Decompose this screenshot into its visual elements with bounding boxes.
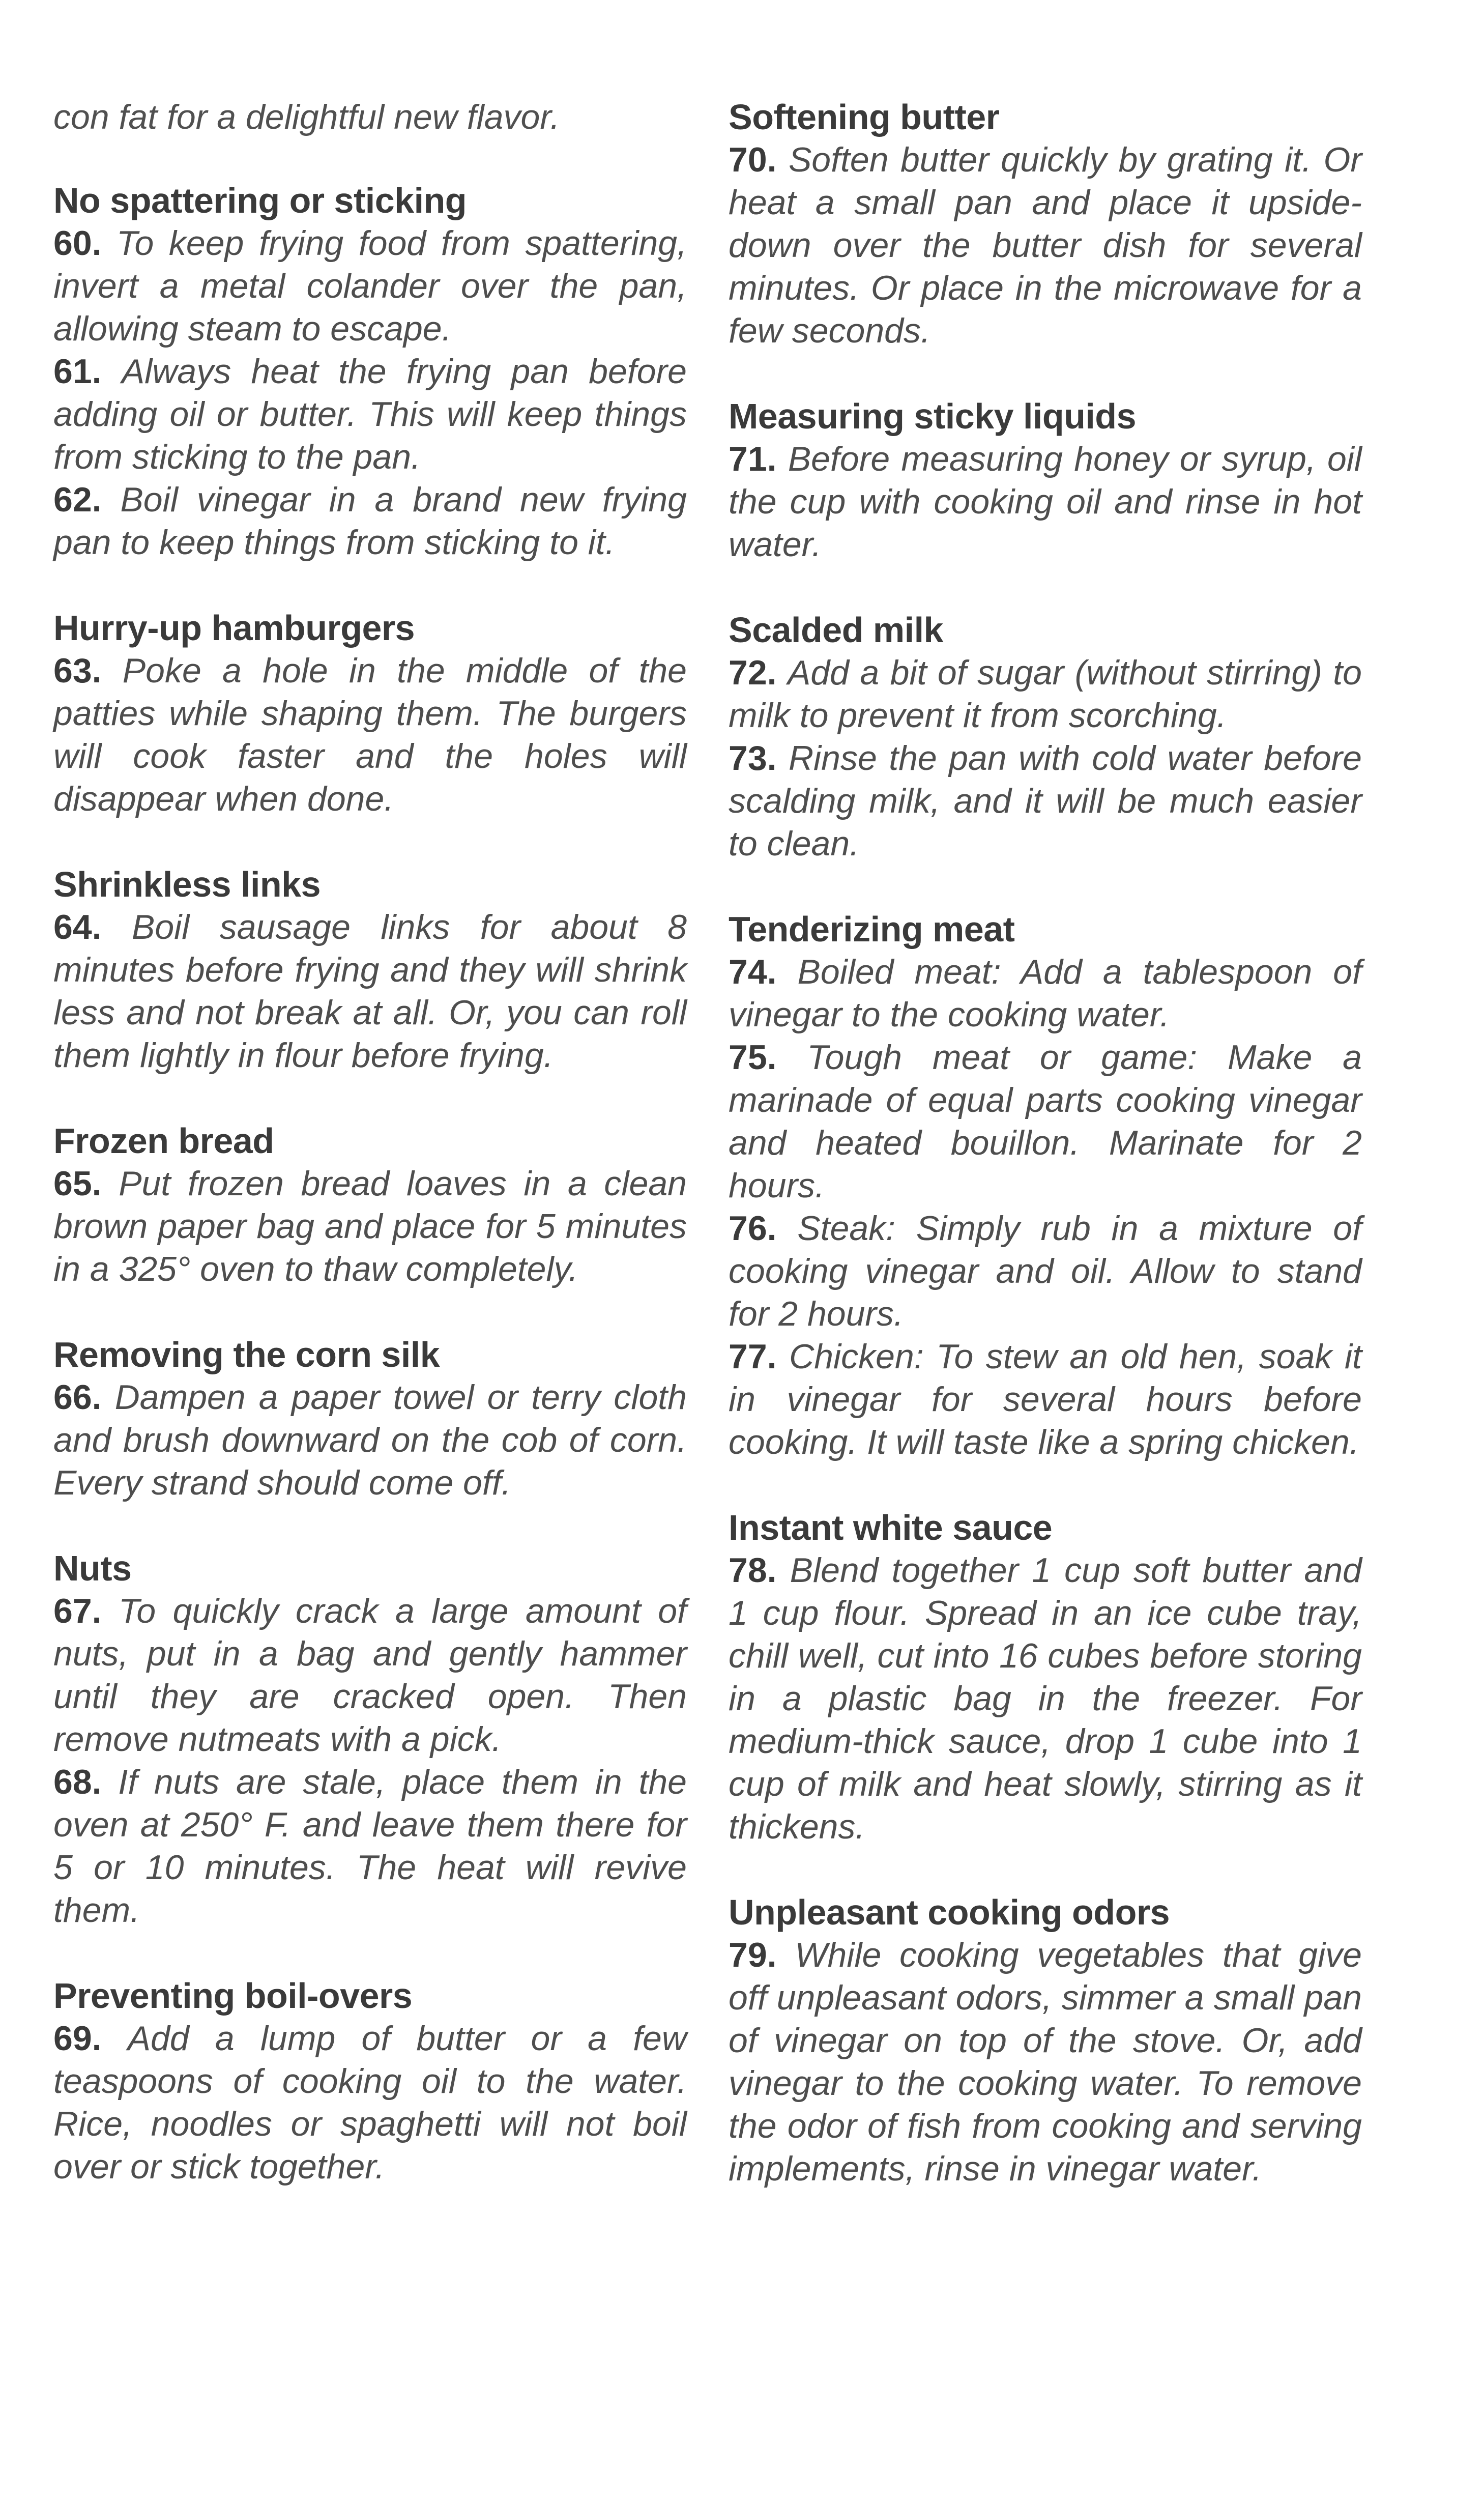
tip-60 (53, 222, 687, 350)
tip-number: 64. (53, 908, 102, 946)
tip-79 (729, 1934, 1362, 2190)
tip-text: Add a lump of butter or a few teaspoons of cooking oil to the water. Rice, noodles or spaghetti will not boil over or stick together. (53, 2019, 687, 2186)
tip-73 (729, 737, 1362, 865)
section-shrinkless-links (53, 863, 687, 1077)
tip-text: Poke a hole in the middle of the patties while shaping them. The burgers will cook faster and the holes will disappear when done. (53, 651, 687, 818)
section-heading: Measuring sticky liquids (729, 396, 1136, 436)
section-heading: Scalded milk (729, 610, 943, 650)
section-nuts (53, 1547, 687, 1932)
tip-74 (729, 951, 1362, 1036)
section-removing-corn-silk (53, 1333, 687, 1504)
section-instant-white-sauce (729, 1506, 1362, 1848)
tip-number: 77. (729, 1337, 777, 1376)
tip-text: To quickly crack a large amount of nuts, put in a bag and gently hammer until they are cracked open. Then remove nutmeats with a pick. (53, 1592, 687, 1759)
tip-text: Add a bit of sugar (without stirring) to milk to prevent it from scorching. (729, 653, 1362, 735)
left-column (53, 96, 687, 2231)
tip-number: 67. (53, 1592, 102, 1630)
tip-text: Put frozen bread loaves in a clean brown paper bag and place for 5 minutes in a 325° oven to thaw completely. (53, 1164, 687, 1288)
tip-text: Dampen a paper towel or terry cloth and brush downward on the cob of corn. Every strand should come off. (53, 1378, 687, 1502)
tip-65 (53, 1162, 687, 1290)
section-no-spattering (53, 179, 687, 564)
section-heading: Softening butter (729, 97, 1000, 137)
continued-text: con fat for a delightful new flavor. (53, 98, 560, 136)
tip-number: 79. (729, 1936, 777, 1974)
tip-75 (729, 1036, 1362, 1207)
tip-number: 70. (729, 140, 777, 179)
section-softening-butter (729, 96, 1362, 352)
section-heading: Hurry-up hamburgers (53, 608, 415, 648)
tip-number: 74. (729, 953, 777, 991)
tip-78 (729, 1549, 1362, 1848)
tip-64 (53, 906, 687, 1077)
tip-text: Steak: Simply rub in a mixture of cooking vinegar and oil. Allow to stand for 2 hours. (729, 1209, 1362, 1333)
tip-61 (53, 350, 687, 478)
tip-text: Blend together 1 cup soft butter and 1 cup flour. Spread in an ice cube tray, chill well, cut into 16 cubes before storing in a plastic bag in the freezer. For medium-thick sauce, drop 1 cube into 1 cup of milk and heat slowly, stirring as it thickens. (729, 1551, 1362, 1846)
section-measuring-sticky-liquids (729, 395, 1362, 566)
tip-number: 78. (729, 1551, 777, 1590)
right-column (729, 96, 1362, 2233)
section-heading: Tenderizing meat (729, 909, 1015, 949)
section-heading: Nuts (53, 1548, 132, 1588)
tip-72 (729, 651, 1362, 737)
tip-69 (53, 2017, 687, 2188)
tip-number: 72. (729, 653, 777, 692)
tip-number: 63. (53, 651, 102, 690)
tip-text: Soften butter quickly by grating it. Or heat a small pan and place it upside-down over the butter dish for several minutes. Or place in the microwave for a few seconds. (729, 140, 1362, 350)
section-scalded-milk (729, 609, 1362, 865)
tip-number: 71. (729, 440, 777, 478)
tip-76 (729, 1207, 1362, 1335)
tip-77 (729, 1335, 1362, 1463)
tip-number: 60. (53, 224, 102, 263)
tip-63 (53, 649, 687, 820)
tip-66 (53, 1376, 687, 1504)
section-unpleasant-cooking-odors (729, 1891, 1362, 2190)
section-heading: Unpleasant cooking odors (729, 1892, 1170, 1932)
tip-62 (53, 478, 687, 564)
tip-70 (729, 138, 1362, 352)
tip-text: Always heat the frying pan before adding oil or butter. This will keep things from sticking to the pan. (53, 352, 687, 476)
tip-number: 75. (729, 1038, 777, 1077)
section-hurry-up-hamburgers (53, 607, 687, 820)
tip-text: Rinse the pan with cold water before scalding milk, and it will be much easier to clean. (729, 739, 1362, 863)
tip-number: 69. (53, 2019, 102, 2058)
section-heading: No spattering or sticking (53, 181, 467, 220)
tip-67 (53, 1590, 687, 1761)
section-heading: Preventing boil-overs (53, 1976, 413, 2016)
tip-text: If nuts are stale, place them in the oven at 250° F. and leave them there for 5 or 10 minutes. The heat will revive them. (53, 1763, 687, 1930)
section-tenderizing-meat (729, 908, 1362, 1463)
section-heading: Removing the corn silk (53, 1335, 440, 1374)
section-frozen-bread (53, 1119, 687, 1290)
tip-text: To keep frying food from spattering, invert a metal colander over the pan, allowing steam to escape. (53, 224, 687, 348)
tip-text: Boiled meat: Add a tablespoon of vinegar to the cooking water. (729, 953, 1362, 1034)
tip-text: Before measuring honey or syrup, oil the cup with cooking oil and rinse in hot water. (729, 440, 1362, 564)
tip-number: 68. (53, 1763, 102, 1801)
tip-text: Chicken: To stew an old hen, soak it in vinegar for several hours before cooking. It will taste like a spring chicken. (729, 1337, 1362, 1461)
tip-number: 65. (53, 1164, 102, 1203)
tip-text: Boil vinegar in a brand new frying pan to keep things from sticking to it. (53, 480, 687, 562)
tip-text: Tough meat or game: Make a marinade of equal parts cooking vinegar and heated bouillon. Marinate for 2 hours. (729, 1038, 1362, 1205)
tip-number: 61. (53, 352, 102, 391)
section-heading: Shrinkless links (53, 865, 321, 904)
tip-number: 73. (729, 739, 777, 778)
section-preventing-boil-overs (53, 1974, 687, 2188)
tip-number: 76. (729, 1209, 777, 1248)
tip-text: While cooking vegetables that give off unpleasant odors, simmer a small pan of vinegar on top of the stove. Or, add vinegar to the cooking water. To remove the odor of fish from cooking and serving implements, rinse in vinegar water. (729, 1936, 1362, 2188)
tip-text: Boil sausage links for about 8 minutes before frying and they will shrink less and not break at all. Or, you can roll them lightly in flour before frying. (53, 908, 687, 1075)
section-heading: Instant white sauce (729, 1508, 1053, 1547)
tip-number: 62. (53, 480, 102, 519)
tip-71 (729, 438, 1362, 566)
section-heading: Frozen bread (53, 1121, 274, 1161)
tip-number: 66. (53, 1378, 102, 1417)
tip-68 (53, 1761, 687, 1932)
